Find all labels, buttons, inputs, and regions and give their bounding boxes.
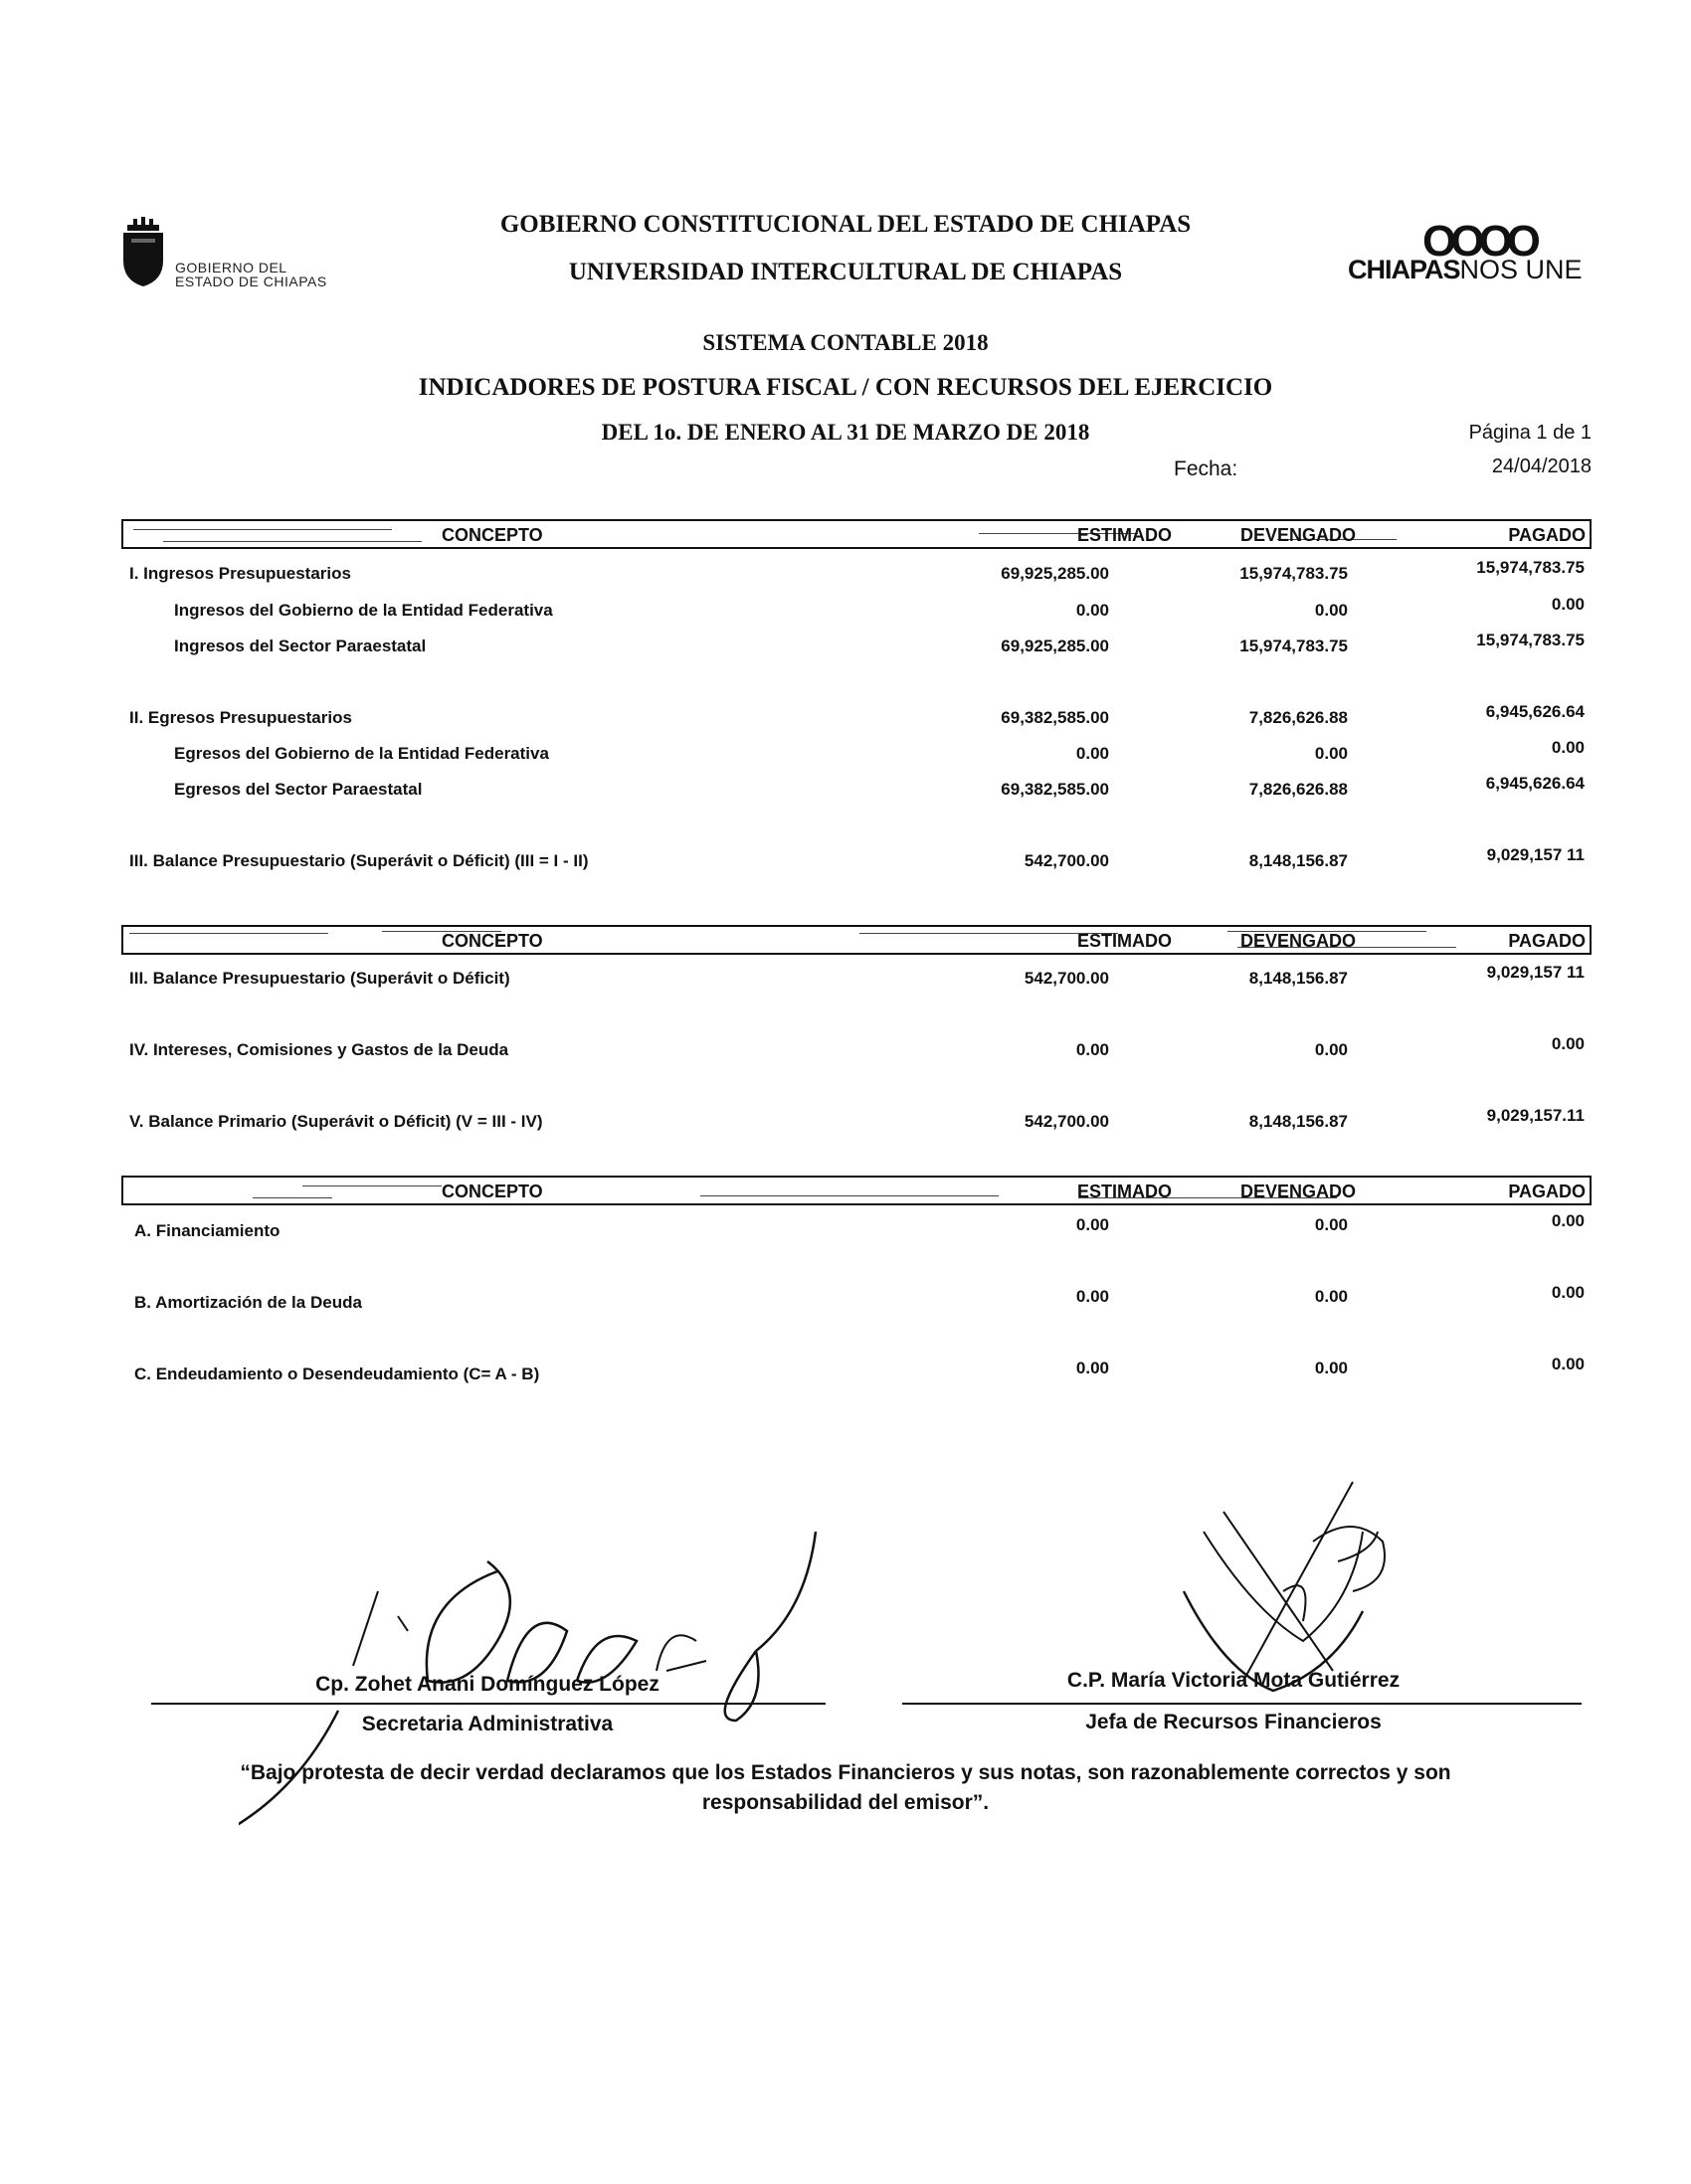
table1-col-pagado: PAGADO [1508,525,1586,545]
government-shield-logo [119,217,167,286]
row-estimado: 0.00 [1075,1287,1109,1306]
row-label: IV. Intereses, Comisiones y Gastos de la Deuda [129,1040,509,1059]
chiapas-logo-bold: CHIAPAS [1348,255,1460,284]
table-row [0,702,1691,738]
left-signature-line [151,1703,826,1705]
table3-col-pagado: PAGADO [1508,1182,1586,1201]
row-pagado: 6,945,626.64 [1485,702,1585,721]
row-label: Ingresos del Gobierno de la Entidad Federativa [174,601,553,620]
table3-col-estimado: ESTIMADO [1076,1182,1172,1201]
row-estimado: 0.00 [1075,1215,1109,1234]
row-devengado: 15,974,783.75 [1239,564,1348,583]
row-label: B. Amortización de la Deuda [134,1293,362,1312]
table-row [0,595,1691,631]
row-devengado: 0.00 [1314,1040,1348,1059]
period-title: DEL 1o. DE ENERO AL 31 DE MARZO DE 2018 [601,420,1090,445]
row-estimado: 69,925,285.00 [1001,564,1109,583]
table2-col-devengado: DEVENGADO [1239,931,1356,951]
table-row [0,631,1691,666]
left-signatory-title: Secretaria Administrativa [361,1713,614,1735]
report-title: INDICADORES DE POSTURA FISCAL / CON RECURSOS DEL EJERCICIO [418,374,1273,401]
row-pagado: 15,974,783.75 [1476,558,1585,577]
row-devengado: 0.00 [1314,1215,1348,1234]
declaration-statement: “Bajo protesta de decir verdad declaramos que los Estados Financieros y sus notas, son razonablemente correctos y son responsabilidad del emisor”. [240,1761,1451,1814]
gov-logo-text-line2: ESTADO DE CHIAPAS [175,273,327,289]
row-label: V. Balance Primario (Superávit o Déficit) (V = III - IV) [129,1112,543,1131]
table1-col-estimado: ESTIMADO [1076,525,1172,545]
table3-col-concepto: CONCEPTO [442,1182,543,1201]
table2-col-concepto: CONCEPTO [442,931,543,951]
table1-col-devengado: DEVENGADO [1239,525,1356,545]
row-label: II. Egresos Presupuestarios [129,708,352,727]
chiapas-circles-logo: OOOO [1422,217,1535,266]
table-row [0,1283,1691,1323]
table-row [0,845,1691,881]
row-devengado: 8,148,156.87 [1248,851,1348,870]
row-estimado: 69,925,285.00 [1001,637,1109,655]
row-estimado: 542,700.00 [1024,969,1109,988]
right-signatory-title: Jefa de Recursos Financieros [1085,1711,1382,1733]
row-devengado: 0.00 [1314,601,1348,620]
government-title: GOBIERNO CONSTITUCIONAL DEL ESTADO DE CHIAPAS [499,211,1192,238]
row-label: III. Balance Presupuestario (Superávit o Déficit) (III = I - II) [129,851,589,870]
government-logo-text [175,261,327,288]
row-devengado: 15,974,783.75 [1239,637,1348,655]
system-title: SISTEMA CONTABLE 2018 [702,330,989,355]
table-row [0,558,1691,594]
row-pagado: 9,029,157 11 [1486,845,1585,864]
university-title: UNIVERSIDAD INTERCULTURAL DE CHIAPAS [568,259,1123,285]
row-devengado: 7,826,626.88 [1248,708,1348,727]
row-devengado: 0.00 [1314,1359,1348,1377]
row-pagado: 0.00 [1551,1034,1585,1053]
row-estimado: 0.00 [1075,1359,1109,1377]
row-pagado: 0.00 [1551,738,1585,757]
chiapas-nos-une-logo [1348,255,1583,285]
row-estimado: 0.00 [1075,744,1109,763]
row-label: Egresos del Sector Paraestatal [174,780,423,799]
row-pagado: 0.00 [1551,1283,1585,1302]
date-label: Fecha: [1174,457,1238,480]
date-value: 24/04/2018 [1491,455,1592,477]
row-estimado: 0.00 [1075,601,1109,620]
chiapas-logo-light: NOS UNE [1459,255,1583,284]
table-row [0,963,1691,999]
row-pagado: 0.00 [1551,1355,1585,1373]
row-devengado: 7,826,626.88 [1248,780,1348,799]
row-devengado: 8,148,156.87 [1248,1112,1348,1131]
row-label: I. Ingresos Presupuestarios [129,564,351,583]
table3-col-devengado: DEVENGADO [1239,1182,1356,1201]
right-signature-line [902,1703,1582,1705]
table-row [0,1355,1691,1394]
row-devengado: 0.00 [1314,744,1348,763]
right-signatory-name: C.P. María Victoria Mota Gutiérrez [1066,1669,1401,1692]
table-row [0,1106,1691,1142]
row-label: A. Financiamiento [134,1221,281,1240]
row-label: Ingresos del Sector Paraestatal [174,637,427,655]
row-pagado: 9,029,157 11 [1486,963,1585,982]
row-estimado: 69,382,585.00 [1001,780,1109,799]
row-label: III. Balance Presupuestario (Superávit o Déficit) [129,969,510,988]
row-pagado: 0.00 [1551,595,1585,614]
table2-col-pagado: PAGADO [1508,931,1586,951]
table-row [0,1211,1691,1251]
row-pagado: 6,945,626.64 [1485,774,1585,793]
row-devengado: 8,148,156.87 [1248,969,1348,988]
table3-header [121,1176,1592,1205]
table-row [0,774,1691,810]
row-estimado: 542,700.00 [1024,1112,1109,1131]
left-signatory-name: Cp. Zohet Anani Domínguez López [315,1673,659,1696]
table2-col-estimado: ESTIMADO [1076,931,1172,951]
row-estimado: 542,700.00 [1024,851,1109,870]
table1-col-concepto: CONCEPTO [442,525,543,545]
row-pagado: 9,029,157.11 [1486,1106,1585,1125]
row-estimado: 69,382,585.00 [1001,708,1109,727]
row-devengado: 0.00 [1314,1287,1348,1306]
page-number: Página 1 de 1 [1468,422,1592,444]
row-label: Egresos del Gobierno de la Entidad Federativa [174,744,549,763]
row-estimado: 0.00 [1075,1040,1109,1059]
table2-header [121,925,1592,955]
gov-logo-text-line1: GOBIERNO DEL [175,260,287,275]
table1-header [121,519,1592,549]
row-pagado: 0.00 [1551,1211,1585,1230]
table-row [0,738,1691,774]
row-label: C. Endeudamiento o Desendeudamiento (C= A - B) [134,1365,540,1383]
table-row [0,1034,1691,1070]
row-pagado: 15,974,783.75 [1476,631,1585,649]
